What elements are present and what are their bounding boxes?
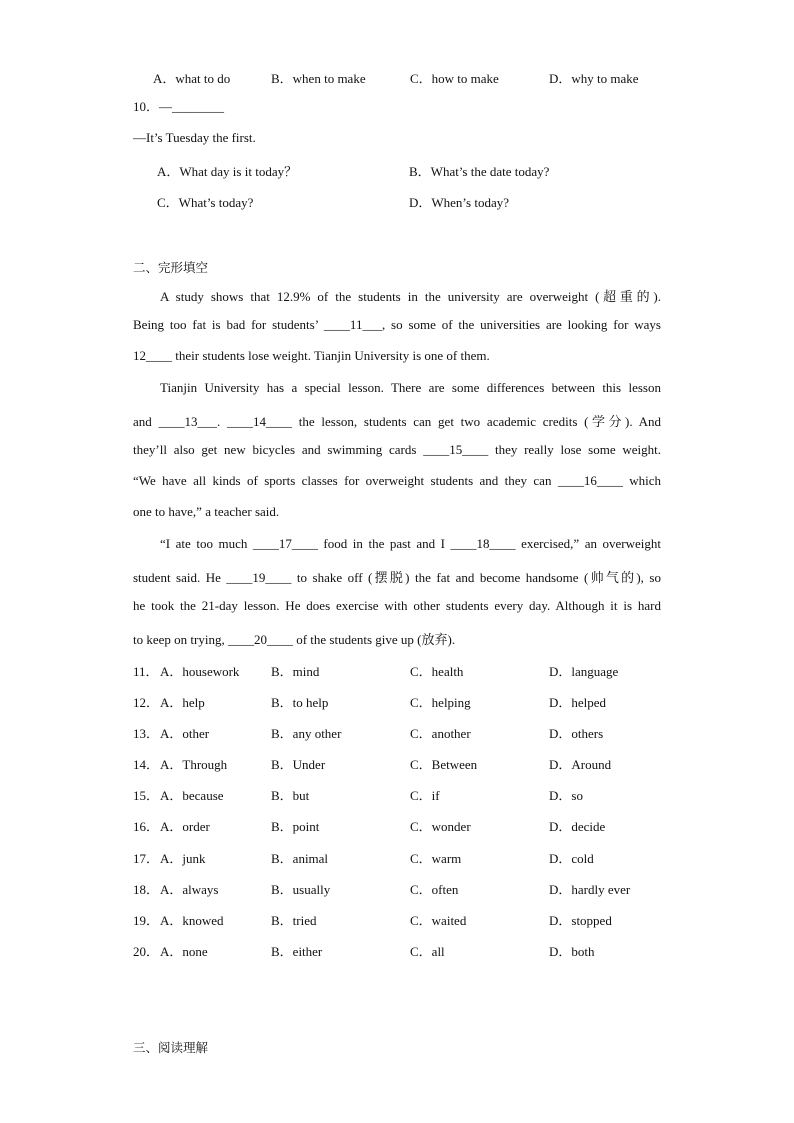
passage-text-4: Tianjin University has a special lesson. There are some differences between this lesson (160, 380, 661, 395)
option-d: D．decide (549, 819, 606, 834)
q10-answer-line: —It’s Tuesday the first. (133, 130, 256, 145)
option-b: B．mind (271, 664, 320, 679)
option-b: B．to help (271, 695, 329, 710)
passage-line-6 (133, 442, 661, 458)
passage-text-11: he took the 21-day lesson. He does exercise with other students every day. Although it is hard (133, 598, 661, 613)
option-c: C．often (410, 882, 459, 897)
q10-option-d: D．When’s today? (409, 195, 510, 210)
question-number: 18． (133, 882, 160, 897)
option-b: B．animal (271, 851, 329, 866)
question-row-19 (133, 910, 693, 926)
option-c: C．warm (410, 851, 462, 866)
option-c: C．waited (410, 913, 467, 928)
option-c: C．all (410, 944, 445, 959)
passage-text-3: 12____ their students lose weight. Tianjin University is one of them. (133, 348, 490, 363)
passage-line-1 (160, 286, 661, 305)
question-row-15 (133, 785, 693, 801)
passage-line-5 (133, 411, 661, 430)
question-row-11 (133, 661, 693, 677)
question-row-17 (133, 848, 693, 864)
passage-text-8: one to have,” a teacher said. (133, 504, 280, 519)
passage-text-10: student said. He ____19____ to shake off (摆脱) the fat and become handsome (帅气的), so (133, 570, 661, 585)
option-c: C．helping (410, 695, 471, 710)
question-number: 19． (133, 913, 160, 928)
option-b: B．tried (271, 913, 317, 928)
option-d: D．hardly ever (549, 882, 631, 897)
option-a: A．junk (160, 851, 206, 866)
passage-text-1: A study shows that 12.9% of the students in the university are overweight (超重的). (160, 289, 661, 304)
option-a: A．housework (160, 664, 240, 679)
option-b: B．but (271, 788, 310, 803)
passage-line-10 (133, 567, 661, 586)
option-c: C．another (410, 726, 471, 741)
option-a: A．help (160, 695, 205, 710)
option-a: A．always (160, 882, 219, 897)
passage-text-12: to keep on trying, ____20____ of the students give up (放弃). (133, 632, 456, 647)
option-c: C．if (410, 788, 440, 803)
question-row-14 (133, 754, 693, 770)
q10-option-b: B．What’s the date today? (409, 164, 550, 179)
passage-line-12 (133, 629, 661, 648)
section-3-title: 三、阅读理解 (133, 1040, 209, 1055)
passage-text-6: they’ll also get new bicycles and swimming cards ____15____ they really lose some weight. (133, 442, 661, 457)
question-row-16 (133, 816, 693, 832)
q9-option-b: B．when to make (271, 71, 366, 86)
q10-option-c: C．What’s today? (157, 195, 254, 210)
option-b: B．point (271, 819, 320, 834)
q9-option-a: A．what to do (153, 71, 231, 86)
option-d: D．so (549, 788, 583, 803)
option-a: A．Through (160, 757, 228, 772)
option-a: A．none (160, 944, 208, 959)
question-number: 17． (133, 851, 160, 866)
option-a: A．other (160, 726, 210, 741)
question-row-20 (133, 941, 693, 957)
option-d: D．both (549, 944, 595, 959)
q10-option-a: A．What day is it today？ (157, 164, 298, 179)
q9-option-d: D．why to make (549, 71, 639, 86)
question-number: 13． (133, 726, 160, 741)
option-d: D．stopped (549, 913, 612, 928)
q10-stem: 10．—________ (133, 99, 225, 114)
option-a: A．order (160, 819, 210, 834)
passage-line-11 (133, 598, 661, 614)
question-row-13 (133, 723, 693, 739)
option-d: D．Around (549, 757, 612, 772)
option-a: A．because (160, 788, 224, 803)
question-row-12 (133, 692, 693, 708)
passage-line-7 (133, 473, 661, 489)
question-number: 15． (133, 788, 160, 803)
option-d: D．cold (549, 851, 594, 866)
option-b: B．usually (271, 882, 331, 897)
option-a: A．knowed (160, 913, 224, 928)
section-2-title: 二、完形填空 (133, 260, 209, 275)
option-b: B．any other (271, 726, 342, 741)
question-number: 16． (133, 819, 160, 834)
question-row-18 (133, 879, 693, 895)
option-c: C．health (410, 664, 464, 679)
passage-line-2 (133, 317, 661, 333)
passage-text-7: “We have all kinds of sports classes for overweight students and they can ____16____ which (133, 473, 661, 488)
question-number: 12． (133, 695, 160, 710)
passage-text-2: Being too fat is bad for students’ ____11___, so some of the universities are looking for ways (133, 317, 661, 332)
question-number: 14． (133, 757, 160, 772)
option-c: C．wonder (410, 819, 471, 834)
option-d: D．others (549, 726, 604, 741)
passage-line-8 (133, 504, 661, 520)
passage-text-5: and ____13___. ____14____ the lesson, students can get two academic credits (学分). And (133, 414, 661, 429)
passage-line-3 (133, 348, 661, 364)
passage-line-9 (160, 536, 661, 552)
passage-line-4 (160, 380, 661, 396)
question-number: 11． (133, 664, 159, 679)
option-b: B．Under (271, 757, 326, 772)
option-d: D．helped (549, 695, 607, 710)
option-d: D．language (549, 664, 619, 679)
option-c: C．Between (410, 757, 478, 772)
passage-text-9: “I ate too much ____17____ food in the past and I ____18____ exercised,” an overweight (160, 536, 661, 551)
question-number: 20． (133, 944, 160, 959)
option-b: B．either (271, 944, 323, 959)
q9-option-c: C．how to make (410, 71, 499, 86)
